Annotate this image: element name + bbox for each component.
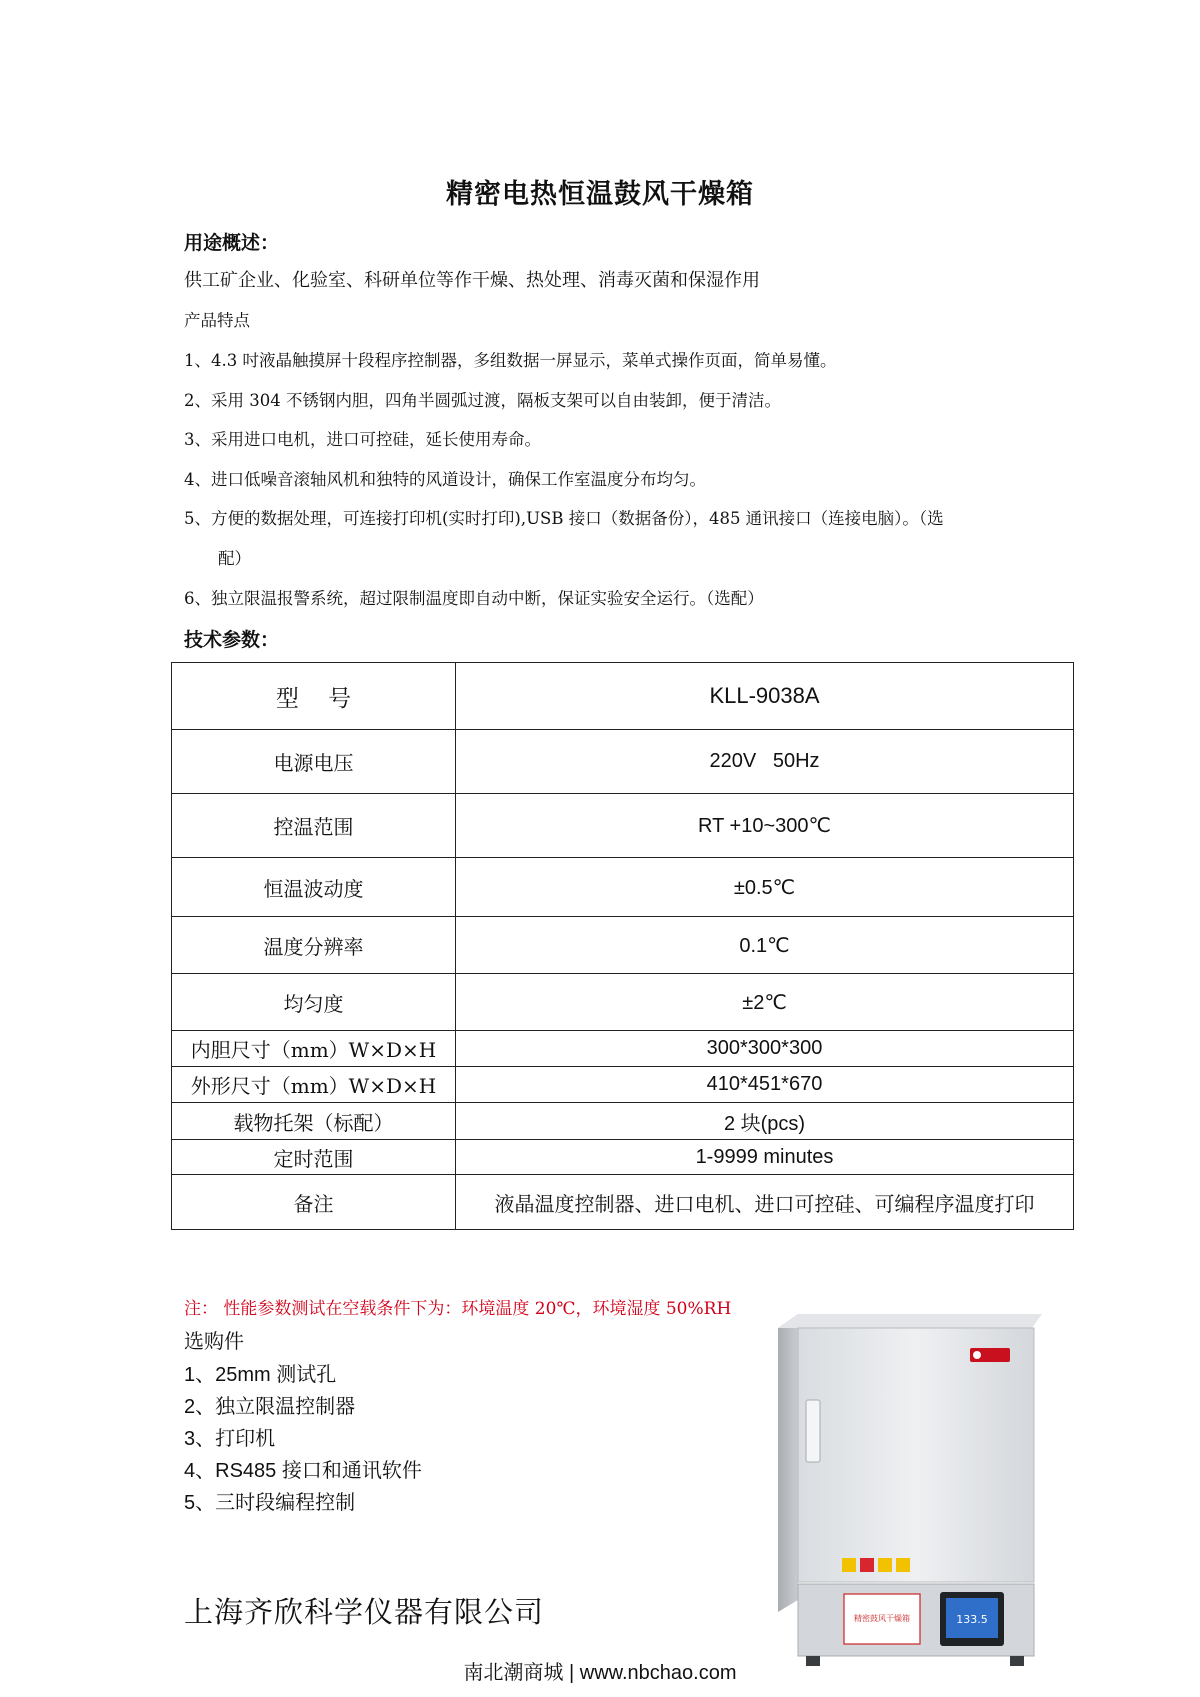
table-row	[172, 1067, 1074, 1103]
company-name: 上海齐欣科学仪器有限公司	[184, 1595, 545, 1629]
spec-label: 备注	[172, 1175, 456, 1230]
spec-label: 恒温波动度	[172, 858, 456, 917]
option-item: 1、25mm 测试孔	[184, 1364, 337, 1386]
table-row	[172, 794, 1074, 858]
spec-value: ±0.5℃	[456, 858, 1074, 917]
feature-item: 6、独立限温报警系统，超过限制温度即自动中断，保证实验安全运行。（选配）	[184, 589, 764, 608]
table-row	[172, 1031, 1074, 1067]
feature-item: 2、采用 304 不锈钢内胆，四角半圆弧过渡，隔板支架可以自由装卸，便于清洁。	[184, 391, 781, 410]
table-row	[172, 1175, 1074, 1230]
table-row	[172, 974, 1074, 1031]
table-row	[172, 1140, 1074, 1175]
table-row	[172, 663, 1074, 730]
spec-label: 均匀度	[172, 974, 456, 1031]
site-footer: 南北潮商城 | www.nbchao.com	[463, 1662, 737, 1684]
table-row	[172, 1103, 1074, 1140]
spec-value: KLL-9038A	[456, 663, 1074, 730]
test-condition-note: 注： 性能参数测试在空载条件下为：环境温度 20℃，环境湿度 50%RH	[184, 1299, 732, 1319]
spec-value: 410*451*670	[456, 1067, 1074, 1103]
spec-value: 1-9999 minutes	[456, 1140, 1074, 1175]
cabinet-side	[778, 1314, 798, 1612]
spec-label: 温度分辨率	[172, 917, 456, 974]
table-row	[172, 917, 1074, 974]
feature-item: 4、进口低噪音滚轴风机和独特的风道设计，确保工作室温度分布均匀。	[184, 470, 706, 489]
feature-item: 5、方便的数据处理，可连接打印机(实时打印),USB 接口（数据备份），485 通讯接口（连接电脑）。（选	[184, 509, 944, 528]
spec-value: 2 块(pcs)	[456, 1103, 1074, 1140]
usage-heading: 用途概述：	[184, 232, 280, 254]
option-item: 2、独立限温控制器	[184, 1396, 356, 1418]
spec-label: 外形尺寸（mm）W×D×H	[172, 1067, 456, 1103]
option-item: 3、打印机	[184, 1428, 276, 1450]
option-item: 4、RS485 接口和通讯软件	[184, 1460, 422, 1482]
nameplate-text: 精密鼓风干燥箱	[854, 1614, 910, 1623]
spec-label: 控温范围	[172, 794, 456, 858]
option-item: 5、三时段编程控制	[184, 1492, 356, 1514]
spec-value: ±2℃	[456, 974, 1074, 1031]
usage-text: 供工矿企业、化验室、科研单位等作干燥、热处理、消毒灭菌和保湿作用	[184, 270, 760, 291]
spec-value: RT +10~300℃	[456, 794, 1074, 858]
spec-value: 液晶温度控制器、进口电机、进口可控硅、可编程序温度打印	[456, 1175, 1074, 1230]
table-row	[172, 730, 1074, 794]
spec-label: 内胆尺寸（mm）W×D×H	[172, 1031, 456, 1067]
feature-item: 3、采用进口电机，进口可控硅，延长使用寿命。	[184, 430, 541, 449]
product-photo	[760, 1300, 1060, 1670]
spec-value: 220V 50Hz	[456, 730, 1074, 794]
options-title: 选购件	[184, 1329, 244, 1353]
spec-label: 定时范围	[172, 1140, 456, 1175]
oven-door	[798, 1328, 1034, 1582]
document-title: 精密电热恒温鼓风干燥箱	[446, 179, 754, 210]
spec-table	[171, 662, 1074, 1230]
feature-item: 1、4.3 吋液晶触摸屏十段程序控制器，多组数据一屏显示，菜单式操作页面，简单易懂。	[184, 351, 837, 370]
features-heading: 产品特点	[184, 311, 250, 330]
spec-label: 电源电压	[172, 730, 456, 794]
spec-value: 300*300*300	[456, 1031, 1074, 1067]
display-reading: 133.5	[956, 1613, 988, 1626]
specs-heading: 技术参数：	[184, 629, 280, 651]
spec-value: 0.1℃	[456, 917, 1074, 974]
door-handle	[806, 1400, 820, 1462]
feature-item-continuation: 配）	[218, 549, 251, 568]
spec-label: 型 号	[172, 663, 456, 730]
spec-label: 载物托架（标配）	[172, 1103, 456, 1140]
table-row	[172, 858, 1074, 917]
